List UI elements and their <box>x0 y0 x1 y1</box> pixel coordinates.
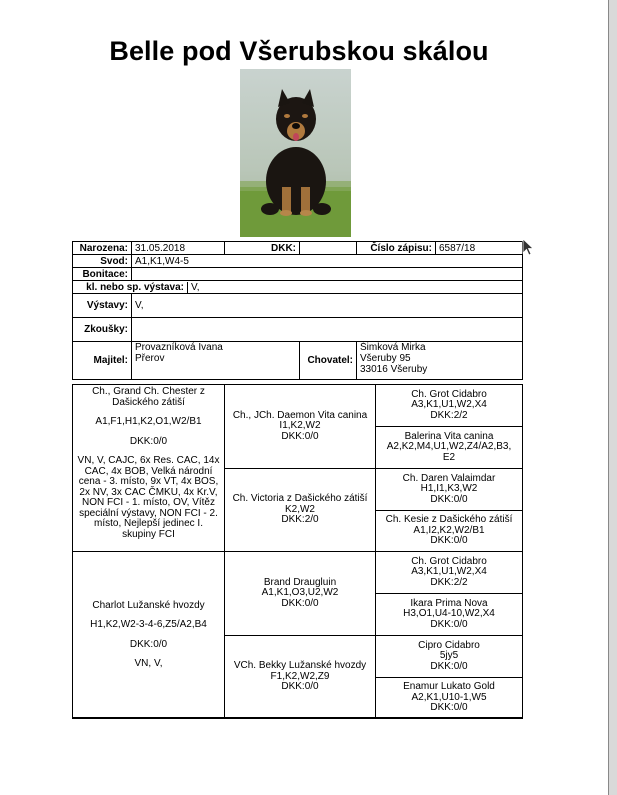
dog-info-table <box>72 241 523 380</box>
svod-label: Svod: <box>73 255 132 268</box>
grandparent-cell <box>224 635 376 719</box>
dam-cell <box>72 551 225 719</box>
great-grandparent-cell <box>375 426 523 469</box>
great-grandparent-dkk: DKK:2/2 <box>430 576 468 588</box>
born-label: Narozena: <box>73 242 132 255</box>
dkk-label: DKK: <box>225 242 300 255</box>
great-grandparent-name: Cipro Cidabro <box>418 639 480 651</box>
grandparent-dkk: DKK:0/0 <box>281 681 319 693</box>
show-label: kl. nebo sp. výstava: <box>73 282 188 293</box>
breeder-name: Šimková Mirka <box>360 342 426 353</box>
shows-label: Výstavy: <box>73 294 132 318</box>
grandparent-health: I1,K2,W2 <box>279 420 321 432</box>
owner-city: Přerov <box>135 353 165 364</box>
sire-name: Ch., Grand Ch. Chester z Dašického zátiší <box>92 386 205 408</box>
owner-label: Majitel: <box>73 342 132 380</box>
great-grandparent-name: Enamur Lukato Gold <box>403 681 495 693</box>
grandparent-cell <box>224 384 376 469</box>
dam-titles: VN, V, <box>134 658 163 669</box>
dam-dkk: DKK:0/0 <box>129 638 168 650</box>
great-grandparent-dkk: DKK:0/0 <box>430 702 468 714</box>
grandparent-name: Ch., JCh. Daemon Vita canina <box>232 409 368 421</box>
great-grandparent-name: Ch. Grot Cidabro <box>411 555 487 567</box>
show-value: V, <box>191 281 200 293</box>
great-grandparent-cell <box>375 384 523 427</box>
great-grandparent-health: H1,I1,K3,W2 <box>420 483 478 495</box>
mouse-cursor-icon <box>522 238 534 256</box>
great-grandparent-cell <box>375 510 523 552</box>
grandparent-health: K2,W2 <box>284 503 315 515</box>
sire-titles: VN, V, CAJC, 6x Res. CAC, 14x CAC, 4x BOB, Velká národní cena - 3. místo, 9x VT, 4x BOS, 2x NV, 3x CAC ČMKU, 4x Kr.V, NON FCI - 1. místo, OV, Vítěz speciální výstavy, NON FCI - 2. místo, Nejlepší jedinec I. skupiny FCI <box>77 455 220 540</box>
pedigree-table <box>72 384 523 718</box>
dog-photo <box>240 69 351 237</box>
great-grandparent-dkk: DKK:0/0 <box>430 618 468 630</box>
grandparent-dkk: DKK:0/0 <box>281 597 319 609</box>
dam-health: H1,K2,W2-3-4-6,Z5/A2,B4 <box>90 619 207 630</box>
born-value: 31.05.2018 <box>132 242 225 255</box>
great-grandparent-cell <box>375 593 523 636</box>
great-grandparent-name: Ikara Prima Nova <box>410 597 488 609</box>
page-title: Belle pod Všerubskou skálou <box>109 36 489 66</box>
great-grandparent-dkk: DKK:2/2 <box>430 409 468 421</box>
great-grandparent-cell <box>375 635 523 678</box>
trials-label: Zkoušky: <box>73 318 132 342</box>
great-grandparent-cell <box>375 468 523 511</box>
regnum-value: 6587/18 <box>436 242 523 255</box>
trials-value <box>132 318 523 342</box>
viewer-margin <box>609 0 617 795</box>
breeder-street: Všeruby 95 <box>360 353 411 364</box>
great-grandparent-name: Ch. Grot Cidabro <box>411 388 487 400</box>
svod-value: A1,K1,W4-5 <box>132 255 523 268</box>
regnum-label: Číslo zápisu: <box>357 242 436 255</box>
great-grandparent-dkk: DKK:0/0 <box>430 535 468 547</box>
shows-value: V, <box>132 294 523 318</box>
grandparent-name: Brand Draugluin <box>263 576 337 588</box>
bonitace-value <box>132 268 523 281</box>
great-grandparent-health: A2,K2,M4,U1,W2,Z4/A2,B3, E2 <box>386 441 512 463</box>
great-grandparent-cell <box>375 677 523 719</box>
grandparent-dkk: DKK:2/0 <box>281 514 319 526</box>
grandparent-cell <box>224 468 376 552</box>
sire-cell <box>72 384 225 552</box>
owner-name: Provazníková Ivana <box>135 342 223 353</box>
great-grandparent-health: A3,K1,U1,W2,X4 <box>411 566 487 578</box>
great-grandparent-cell <box>375 551 523 594</box>
grandparent-health: F1,K2,W2,Z9 <box>270 670 330 682</box>
great-grandparent-health: A1,I2,K2,W2/B1 <box>413 524 485 536</box>
great-grandparent-name: Balerina Vita canina <box>404 430 494 442</box>
grandparent-name: Ch. Victoria z Dašického zátiší <box>232 493 368 505</box>
dam-name: Charlot Lužanské hvozdy <box>92 599 205 611</box>
dkk-value <box>300 242 357 255</box>
sire-health: A1,F1,H1,K2,O1,W2/B1 <box>95 416 202 427</box>
grandparent-health: A1,K1,O3,U2,W2 <box>261 587 339 599</box>
great-grandparent-dkk: DKK:0/0 <box>430 660 468 672</box>
bonitace-label: Bonitace: <box>73 268 132 281</box>
great-grandparent-name: Ch. Daren Valaimdar <box>402 472 496 484</box>
grandparent-name: VCh. Bekky Lužanské hvozdy <box>233 660 367 672</box>
great-grandparent-health: 5jy5 <box>439 650 459 662</box>
breeder-city: 33016 Všeruby <box>360 364 428 375</box>
breeder-label: Chovatel: <box>300 342 357 380</box>
great-grandparent-health: A3,K1,U1,W2,X4 <box>411 399 487 411</box>
great-grandparent-health: A2,K1,U10-1,W5 <box>411 691 487 703</box>
great-grandparent-dkk: DKK:0/0 <box>430 493 468 505</box>
sire-dkk: DKK:0/0 <box>129 435 168 447</box>
grandparent-cell <box>224 551 376 636</box>
grandparent-dkk: DKK:0/0 <box>281 430 319 442</box>
great-grandparent-health: H3,O1,U4-10,W2,X4 <box>403 608 495 620</box>
great-grandparent-name: Ch. Kesie z Dašického zátiší <box>385 514 513 526</box>
